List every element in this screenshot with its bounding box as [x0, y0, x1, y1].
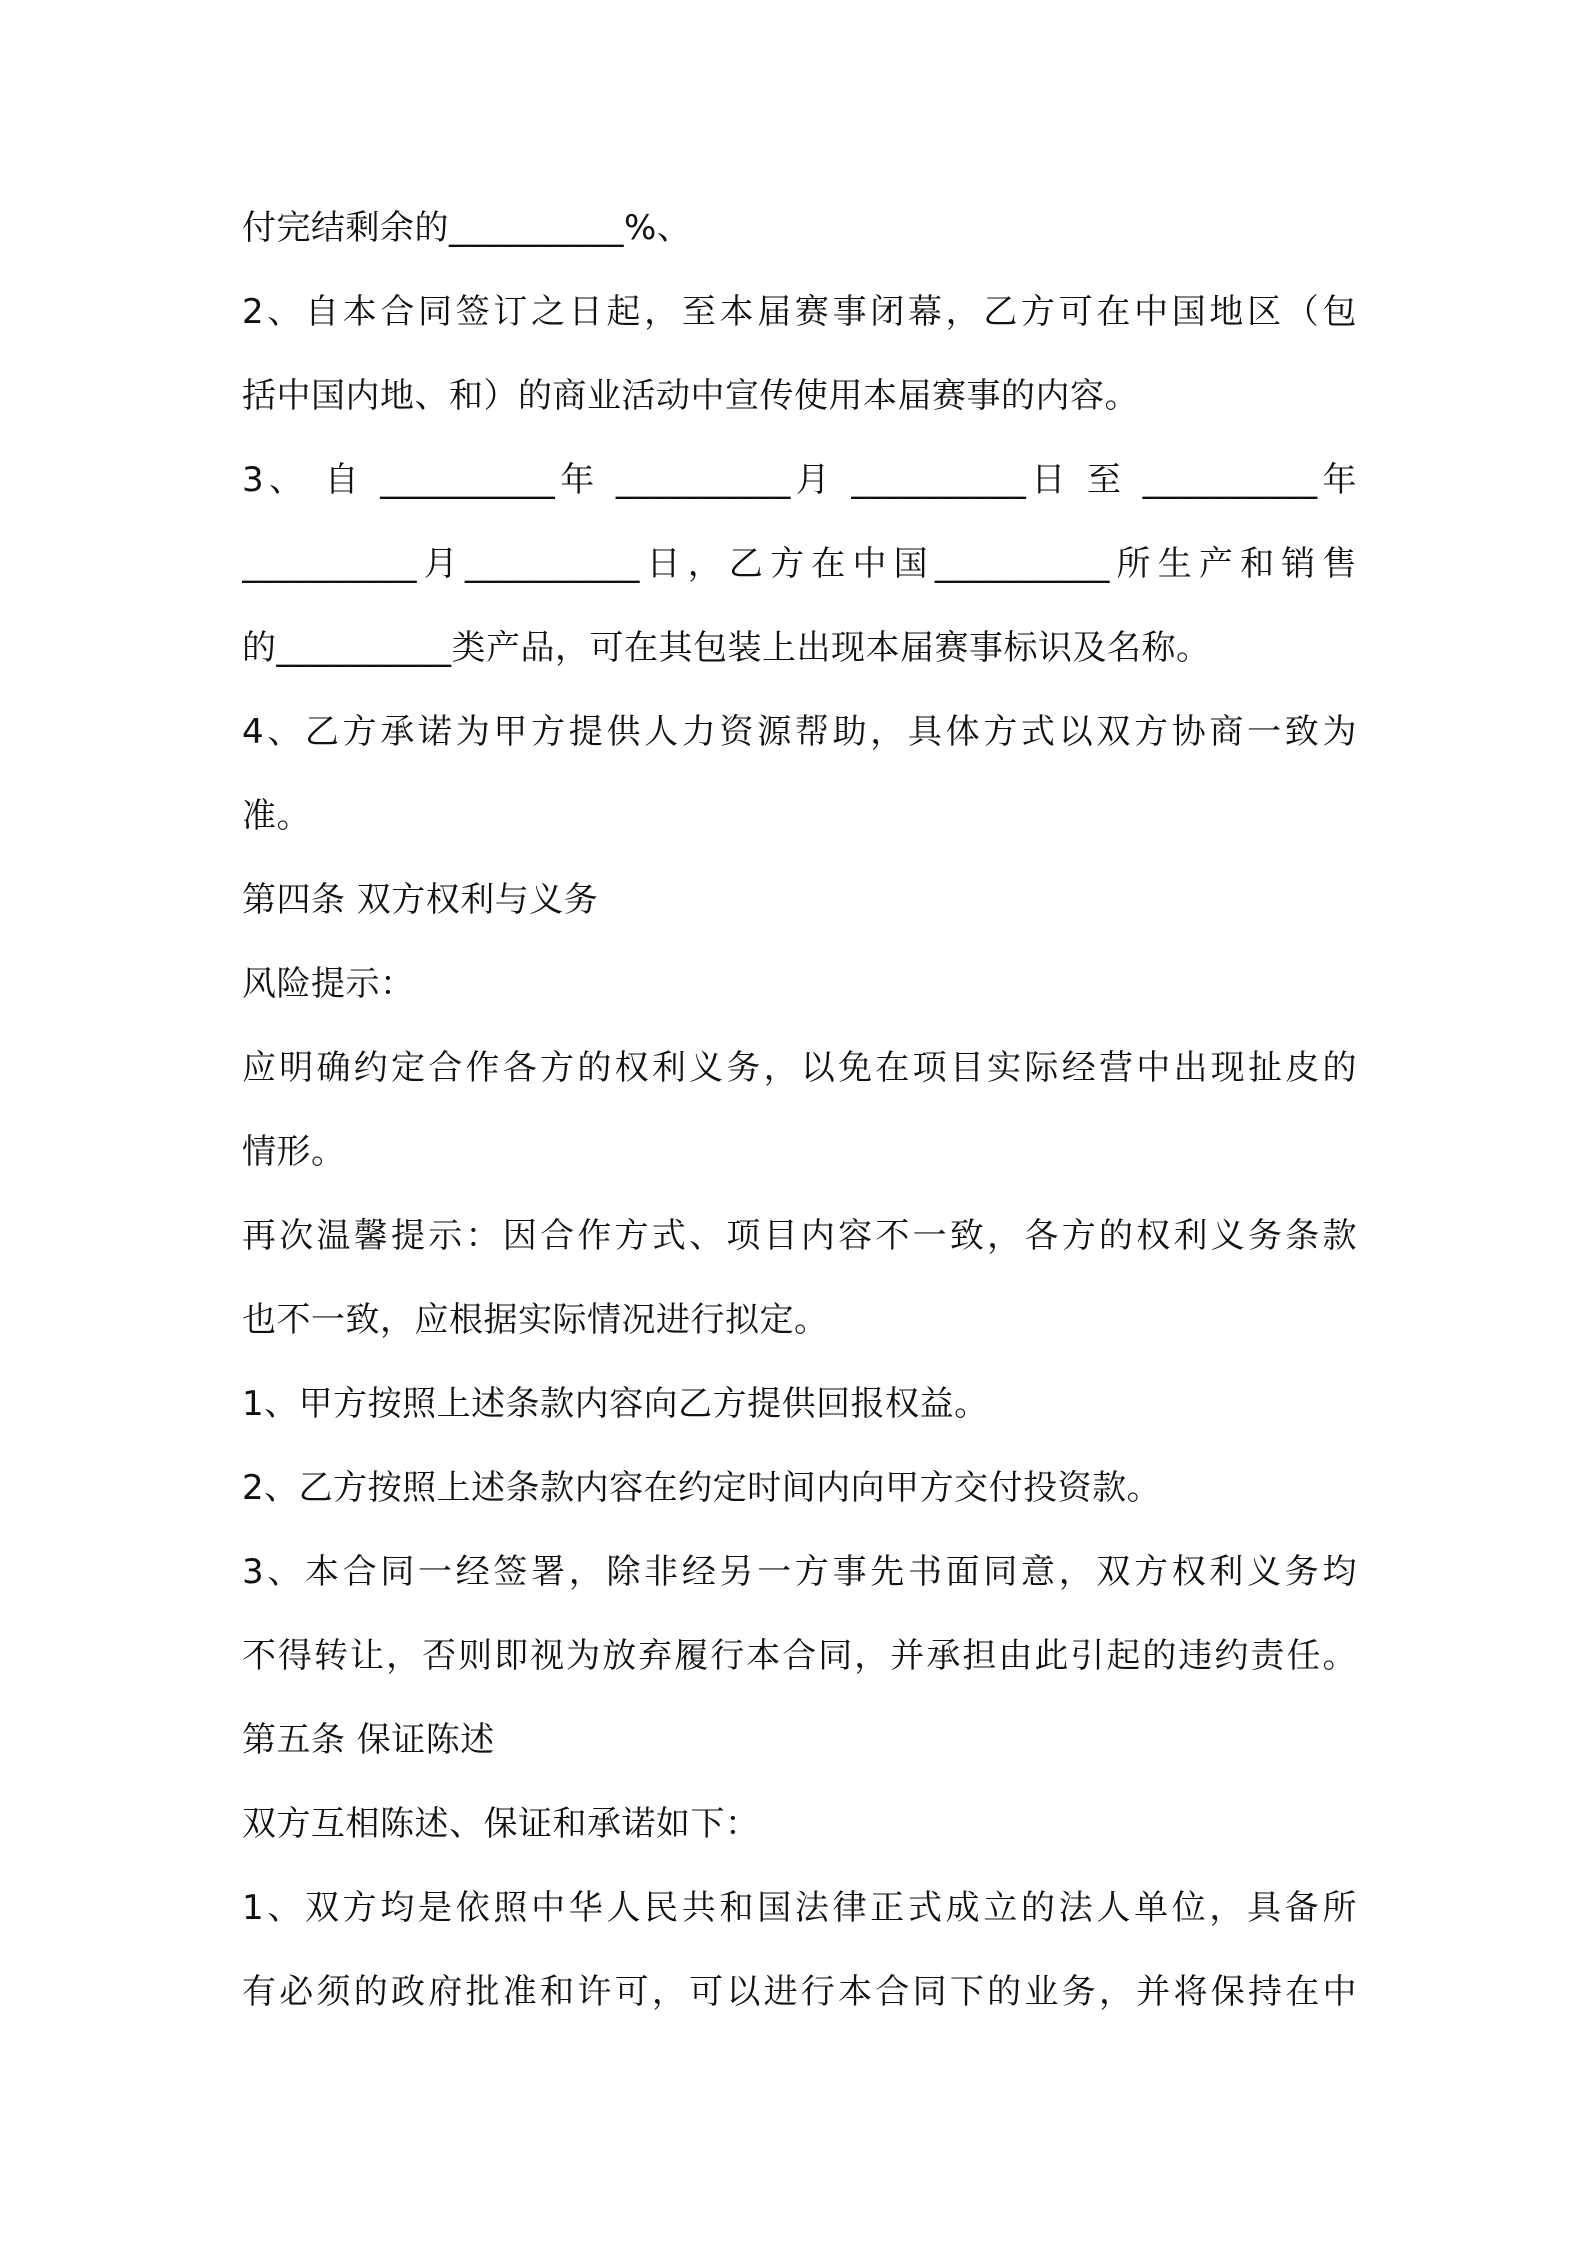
text-line-8: 准。 — [242, 796, 311, 836]
text-line-15: 1、甲方按照上述条款内容向乙方提供回报权益。 — [242, 1384, 989, 1424]
text-line-5: __________月__________日，乙方在中国__________所生产和销售 — [242, 544, 1357, 584]
text-line-3: 括中国内地、和）的商业活动中宣传使用本届赛事的内容。 — [242, 376, 1139, 416]
text-line-22: 有必须的政府批准和许可，可以进行本合同下的业务，并将保持在中 — [242, 1972, 1357, 2012]
text-line-1: 付完结剩余的__________%、 — [242, 208, 692, 248]
text-line-16: 2、乙方按照上述条款内容在约定时间内向甲方交付投资款。 — [242, 1468, 1162, 1508]
text-line-4: 3、 自 __________年 __________月 __________日 至 __________年 — [242, 460, 1357, 500]
text-line-11: 应明确约定合作各方的权利义务，以免在项目实际经营中出现扯皮的 — [242, 1048, 1357, 1088]
text-line-14: 也不一致，应根据实际情况进行拟定。 — [242, 1300, 829, 1340]
document-body — [242, 198, 1357, 2046]
text-line-6: 的__________类产品，可在其包装上出现本届赛事标识及名称。 — [242, 628, 1211, 668]
risk-notice-label: 风险提示： — [242, 964, 415, 1004]
text-line-12: 情形。 — [242, 1132, 346, 1172]
section-heading-article-5: 第五条 保证陈述 — [242, 1720, 495, 1760]
text-line-2: 2、自本合同签订之日起，至本届赛事闭幕，乙方可在中国地区（包 — [242, 292, 1357, 332]
text-line-21: 1、双方均是依照中华人民共和国法律正式成立的法人单位，具备所 — [242, 1888, 1357, 1928]
text-line-18: 不得转让，否则即视为放弃履行本合同，并承担由此引起的违约责任。 — [242, 1636, 1357, 1676]
text-line-20: 双方互相陈述、保证和承诺如下： — [242, 1804, 760, 1844]
text-line-13: 再次温馨提示：因合作方式、项目内容不一致，各方的权利义务条款 — [242, 1216, 1357, 1256]
text-line-7: 4、乙方承诺为甲方提供人力资源帮助，具体方式以双方协商一致为 — [242, 712, 1357, 752]
section-heading-article-4: 第四条 双方权利与义务 — [242, 880, 599, 920]
text-line-17: 3、本合同一经签署，除非经另一方事先书面同意，双方权利义务均 — [242, 1552, 1357, 1592]
